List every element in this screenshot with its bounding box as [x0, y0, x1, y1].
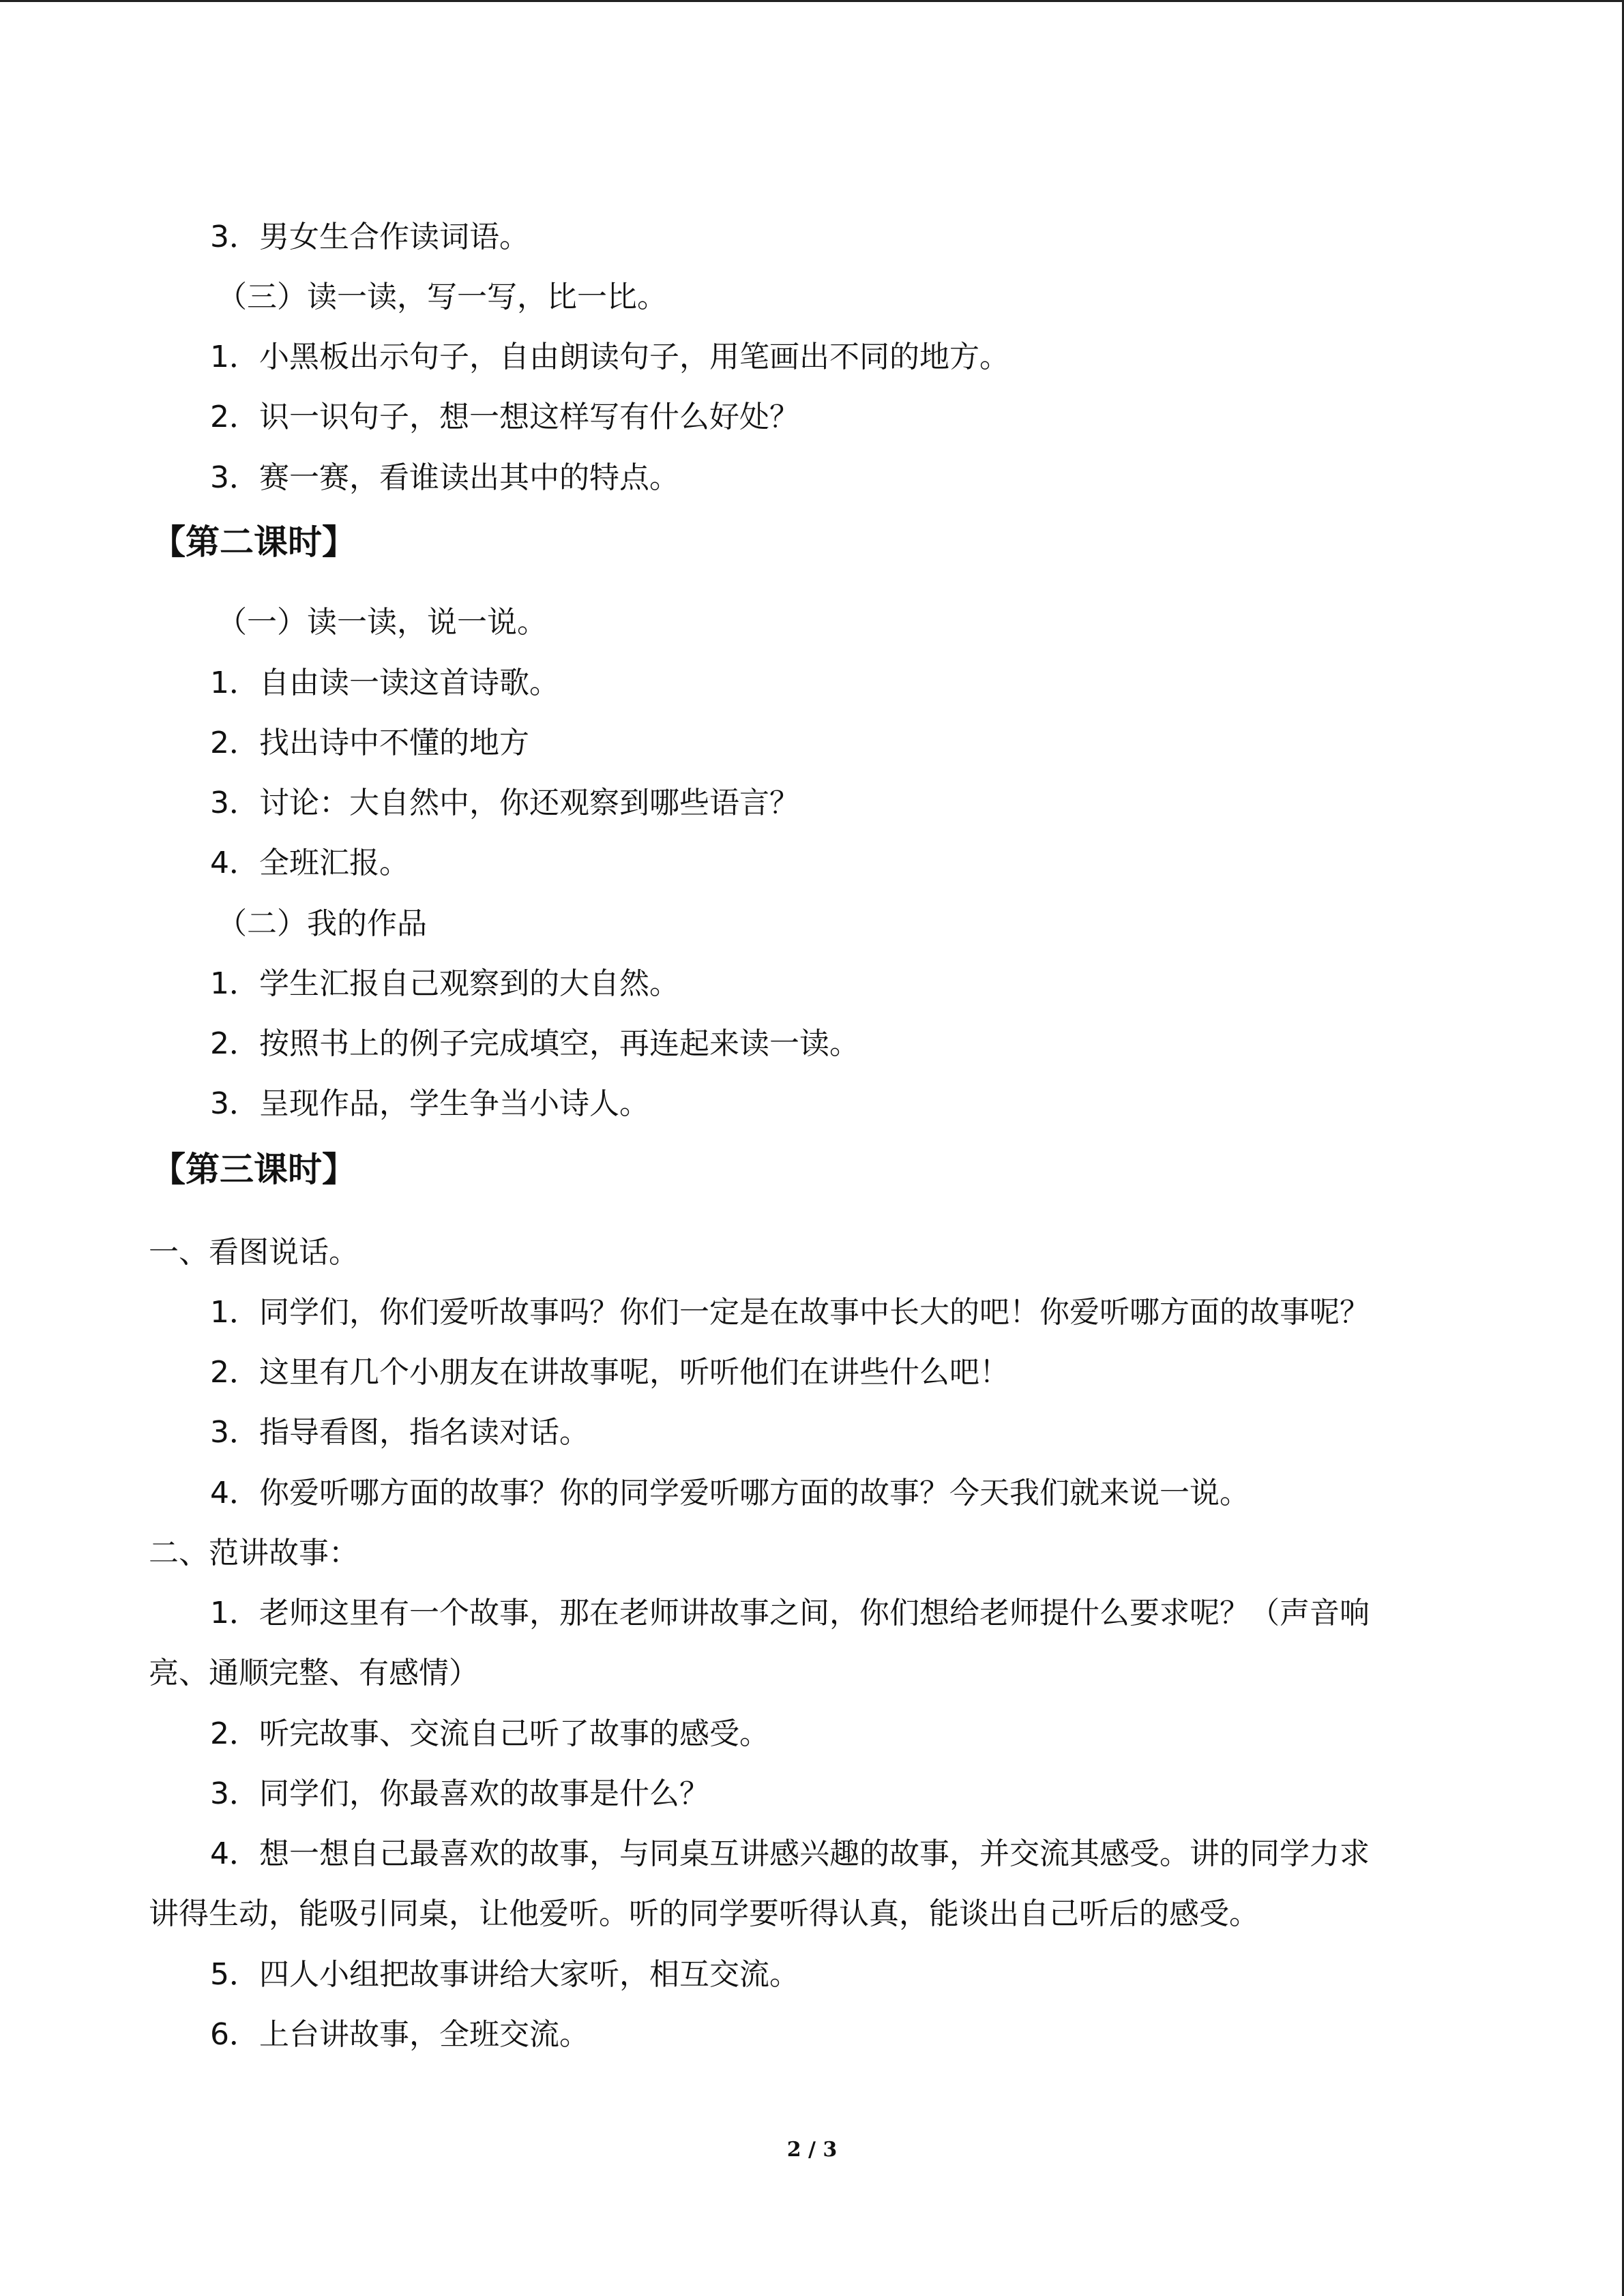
list-item: 1．小黑板出示句子，自由朗读句子，用笔画出不同的地方。	[210, 340, 1009, 374]
list-item: 2．这里有几个小朋友在讲故事呢，听听他们在讲些什么吧！	[210, 1355, 1009, 1390]
list-item: 3．讨论：大自然中，你还观察到哪些语言？	[210, 786, 799, 820]
section-title: （一）读一读，说一说。	[217, 605, 547, 640]
list-item: 4．想一想自己最喜欢的故事，与同桌互讲感兴趣的故事，并交流其感受。讲的同学力求	[210, 1836, 1370, 1871]
list-item-continuation: 亮、通顺完整、有感情）	[149, 1656, 479, 1690]
list-item: 4．你爱听哪方面的故事？你的同学爱听哪方面的故事？今天我们就来说一说。	[210, 1476, 1250, 1510]
section-title: （三）读一读，写一写，比一比。	[217, 280, 667, 314]
list-item: 3．呈现作品，学生争当小诗人。	[210, 1086, 649, 1121]
list-item: 2．识一识句子，想一想这样写有什么好处？	[210, 400, 799, 434]
list-item: 2．按照书上的例子完成填空，再连起来读一读。	[210, 1026, 859, 1061]
list-item: 1．学生汇报自己观察到的大自然。	[210, 966, 679, 1001]
list-item: 3．指导看图，指名读对话。	[210, 1415, 589, 1450]
list-item-continuation: 讲得生动，能吸引同桌，让他爱听。听的同学要听得认真，能谈出自己听后的感受。	[149, 1896, 1259, 1931]
list-item: 1．老师这里有一个故事，那在老师讲故事之间，你们想给老师提什么要求呢？（声音响	[210, 1596, 1370, 1630]
list-item: 1．同学们，你们爱听故事吗？你们一定是在故事中长大的吧！你爱听哪方面的故事呢？	[210, 1295, 1370, 1330]
lesson-heading: 【第二课时】	[151, 522, 356, 562]
list-item: 3．男女生合作读词语。	[210, 220, 529, 254]
list-item: 4．全班汇报。	[210, 846, 409, 880]
lesson-heading: 【第三课时】	[151, 1150, 356, 1189]
list-item: 2．听完故事、交流自己听了故事的感受。	[210, 1716, 769, 1751]
list-item: 1．自由读一读这首诗歌。	[210, 666, 559, 700]
part-title: 一、看图说话。	[149, 1235, 359, 1270]
page-number: 2 / 3	[786, 2138, 838, 2162]
list-item: 5．四人小组把故事讲给大家听，相互交流。	[210, 1957, 799, 1992]
list-item: 6．上台讲故事，全班交流。	[210, 2017, 589, 2052]
list-item: 3．赛一赛，看谁读出其中的特点。	[210, 460, 679, 495]
part-title: 二、范讲故事：	[149, 1536, 359, 1570]
section-title: （二）我的作品	[217, 906, 427, 941]
list-item: 2．找出诗中不懂的地方	[210, 726, 529, 760]
list-item: 3．同学们，你最喜欢的故事是什么？	[210, 1776, 709, 1811]
